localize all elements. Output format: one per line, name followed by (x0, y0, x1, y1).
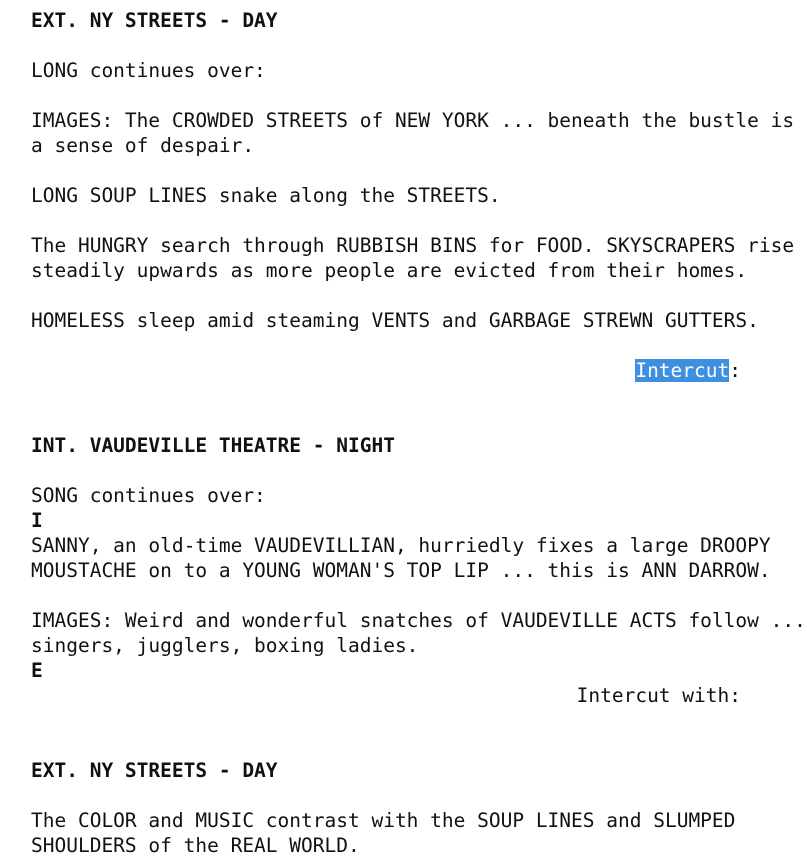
transition-text: : (729, 359, 741, 382)
selected-text[interactable]: Intercut (635, 359, 730, 382)
action-line: SHOULDERS of the REAL WORLD. (31, 834, 360, 857)
blank-line (31, 733, 807, 758)
action-line: SONG continues over: (31, 484, 266, 507)
action-line: HOMELESS sleep amid steaming VENTS and GARBAGE STREWN GUTTERS. (31, 309, 759, 332)
blank-line (31, 708, 807, 733)
scene-heading: EXT. NY STREETS - DAY (31, 9, 278, 32)
action-line: IMAGES: Weird and wonderful snatches of VAUDEVILLE ACTS follow ... (31, 609, 806, 632)
scene-heading: INT. VAUDEVILLE THEATRE - NIGHT (31, 434, 395, 457)
blank-line (31, 33, 807, 58)
action-line: SANNY, an old-time VAUDEVILLIAN, hurriedly fixes a large DROOPY (31, 534, 771, 557)
action-line: singers, jugglers, boxing ladies. (31, 634, 419, 657)
action-line: The HUNGRY search through RUBBISH BINS for FOOD. SKYSCRAPERS rise (31, 234, 795, 257)
stray-character: I (31, 509, 43, 532)
blank-line (31, 208, 807, 233)
action-line: steadily upwards as more people are evicted from their homes. (31, 259, 748, 282)
blank-line (31, 158, 807, 183)
action-line: MOUSTACHE on to a YOUNG WOMAN'S TOP LIP ... this is ANN DARROW. (31, 559, 771, 582)
blank-line (31, 333, 807, 358)
blank-line (31, 83, 807, 108)
action-line: a sense of despair. (31, 134, 255, 157)
action-line: LONG SOUP LINES snake along the STREETS. (31, 184, 501, 207)
scene-heading: EXT. NY STREETS - DAY (31, 759, 278, 782)
blank-line (31, 408, 807, 433)
blank-line (31, 458, 807, 483)
transition-line (31, 358, 807, 383)
screenplay-page[interactable] (31, 8, 807, 858)
blank-line (31, 283, 807, 308)
blank-line (31, 383, 807, 408)
action-line: LONG continues over: (31, 59, 266, 82)
action-line: IMAGES: The CROWDED STREETS of NEW YORK ... beneath the bustle is (31, 109, 795, 132)
action-line: The COLOR and MUSIC contrast with the SOUP LINES and SLUMPED (31, 809, 736, 832)
transition-line: Intercut with: (576, 684, 741, 707)
stray-character: E (31, 659, 43, 682)
blank-line (31, 583, 807, 608)
blank-line (31, 783, 807, 808)
